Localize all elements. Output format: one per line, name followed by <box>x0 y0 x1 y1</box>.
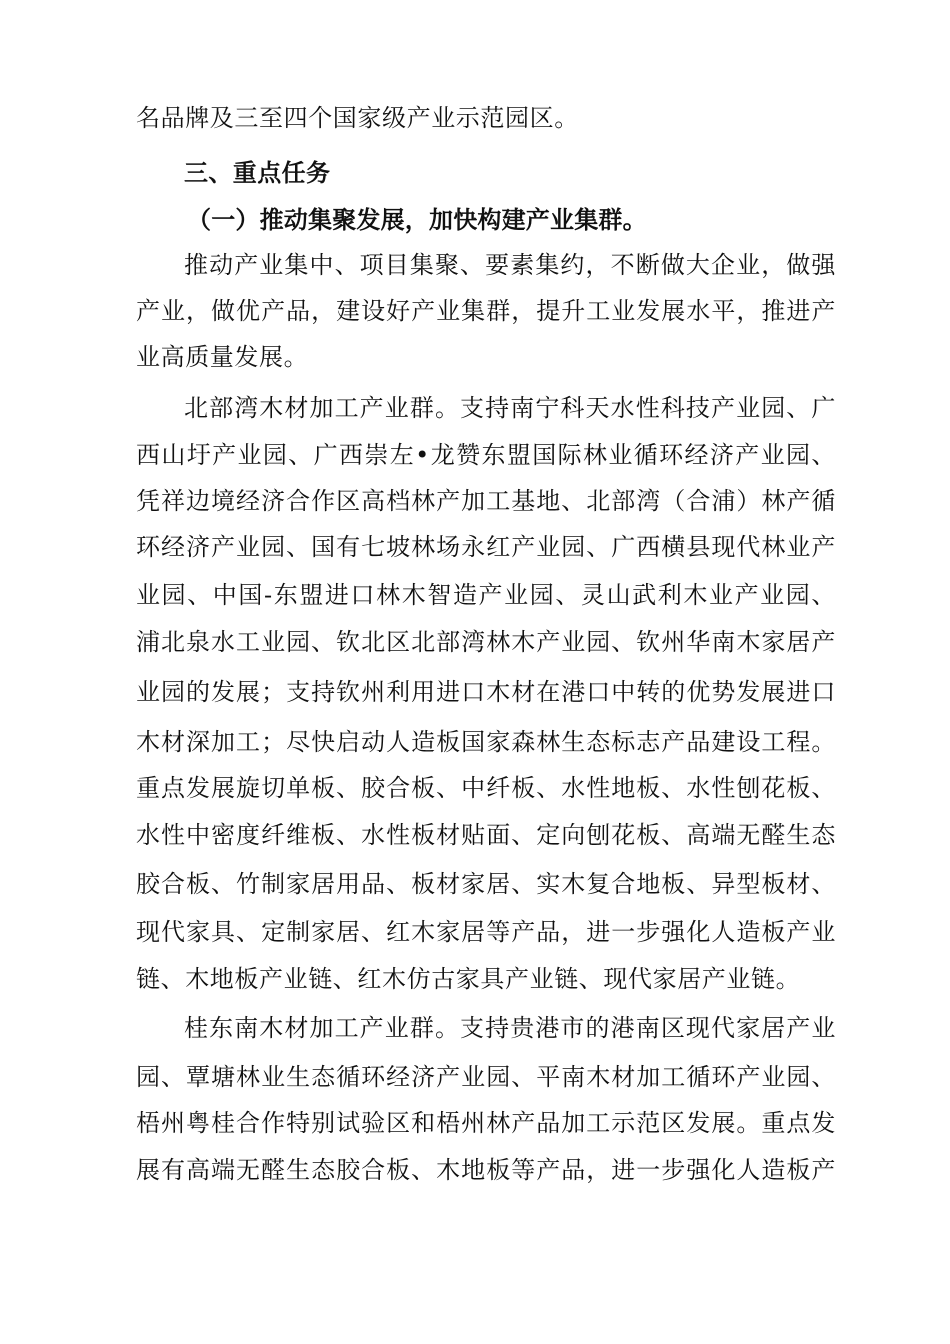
paragraph-line: 浦北泉水工业园、钦北区北部湾林木产业园、钦州华南木家居产 <box>136 628 836 656</box>
paragraph-line: 环经济产业园、国有七坡林场永红产业园、广西横县现代林业产 <box>136 533 836 561</box>
paragraph-line: 业园的发展；支持钦州利用进口木材在港口中转的优势发展进口 <box>136 678 836 706</box>
paragraph-line: 产业，做优产品，建设好产业集群，提升工业发展水平，推进产 <box>136 297 836 325</box>
paragraph-line: 北部湾木材加工产业群。支持南宁科天水性科技产业园、广 <box>184 394 836 422</box>
paragraph-line: 重点发展旋切单板、胶合板、中纤板、水性地板、水性刨花板、 <box>136 774 836 802</box>
paragraph-line: 推动产业集中、项目集聚、要素集约，不断做大企业，做强 <box>184 251 836 279</box>
paragraph-line: 展有高端无醛生态胶合板、木地板等产品，进一步强化人造板产 <box>136 1156 836 1184</box>
paragraph-line: 西山圩产业园、广西崇左•龙赞东盟国际林业循环经济产业园、 <box>136 441 836 469</box>
paragraph-line: 梧州粤桂合作特别试验区和梧州林产品加工示范区发展。重点发 <box>136 1109 836 1137</box>
paragraph-line: 业高质量发展。 <box>136 343 309 371</box>
paragraph-line: 现代家具、定制家居、红木家居等产品，进一步强化人造板产业 <box>136 918 836 946</box>
section-heading: 三、重点任务 <box>184 159 331 187</box>
paragraph-line: 桂东南木材加工产业群。支持贵港市的港南区现代家居产业 <box>184 1014 836 1042</box>
paragraph-line: 水性中密度纤维板、水性板材贴面、定向刨花板、高端无醛生态 <box>136 821 836 849</box>
paragraph-line: 凭祥边境经济合作区高档林产加工基地、北部湾（合浦）林产循 <box>136 487 836 515</box>
paragraph-line: 园、覃塘林业生态循环经济产业园、平南木材加工循环产业园、 <box>136 1063 836 1091</box>
paragraph-line: 胶合板、竹制家居用品、板材家居、实木复合地板、异型板材、 <box>136 870 836 898</box>
paragraph-line: 业园、中国-东盟进口林木智造产业园、灵山武利木业产业园、 <box>136 581 836 609</box>
paragraph-line: 链、木地板产业链、红木仿古家具产业链、现代家居产业链。 <box>136 965 801 993</box>
subsection-heading: （一）推动集聚发展，加快构建产业集群。 <box>187 206 647 234</box>
paragraph-line: 名品牌及三至四个国家级产业示范园区。 <box>136 104 579 132</box>
paragraph-line: 木材深加工；尽快启动人造板国家森林生态标志产品建设工程。 <box>136 728 836 756</box>
